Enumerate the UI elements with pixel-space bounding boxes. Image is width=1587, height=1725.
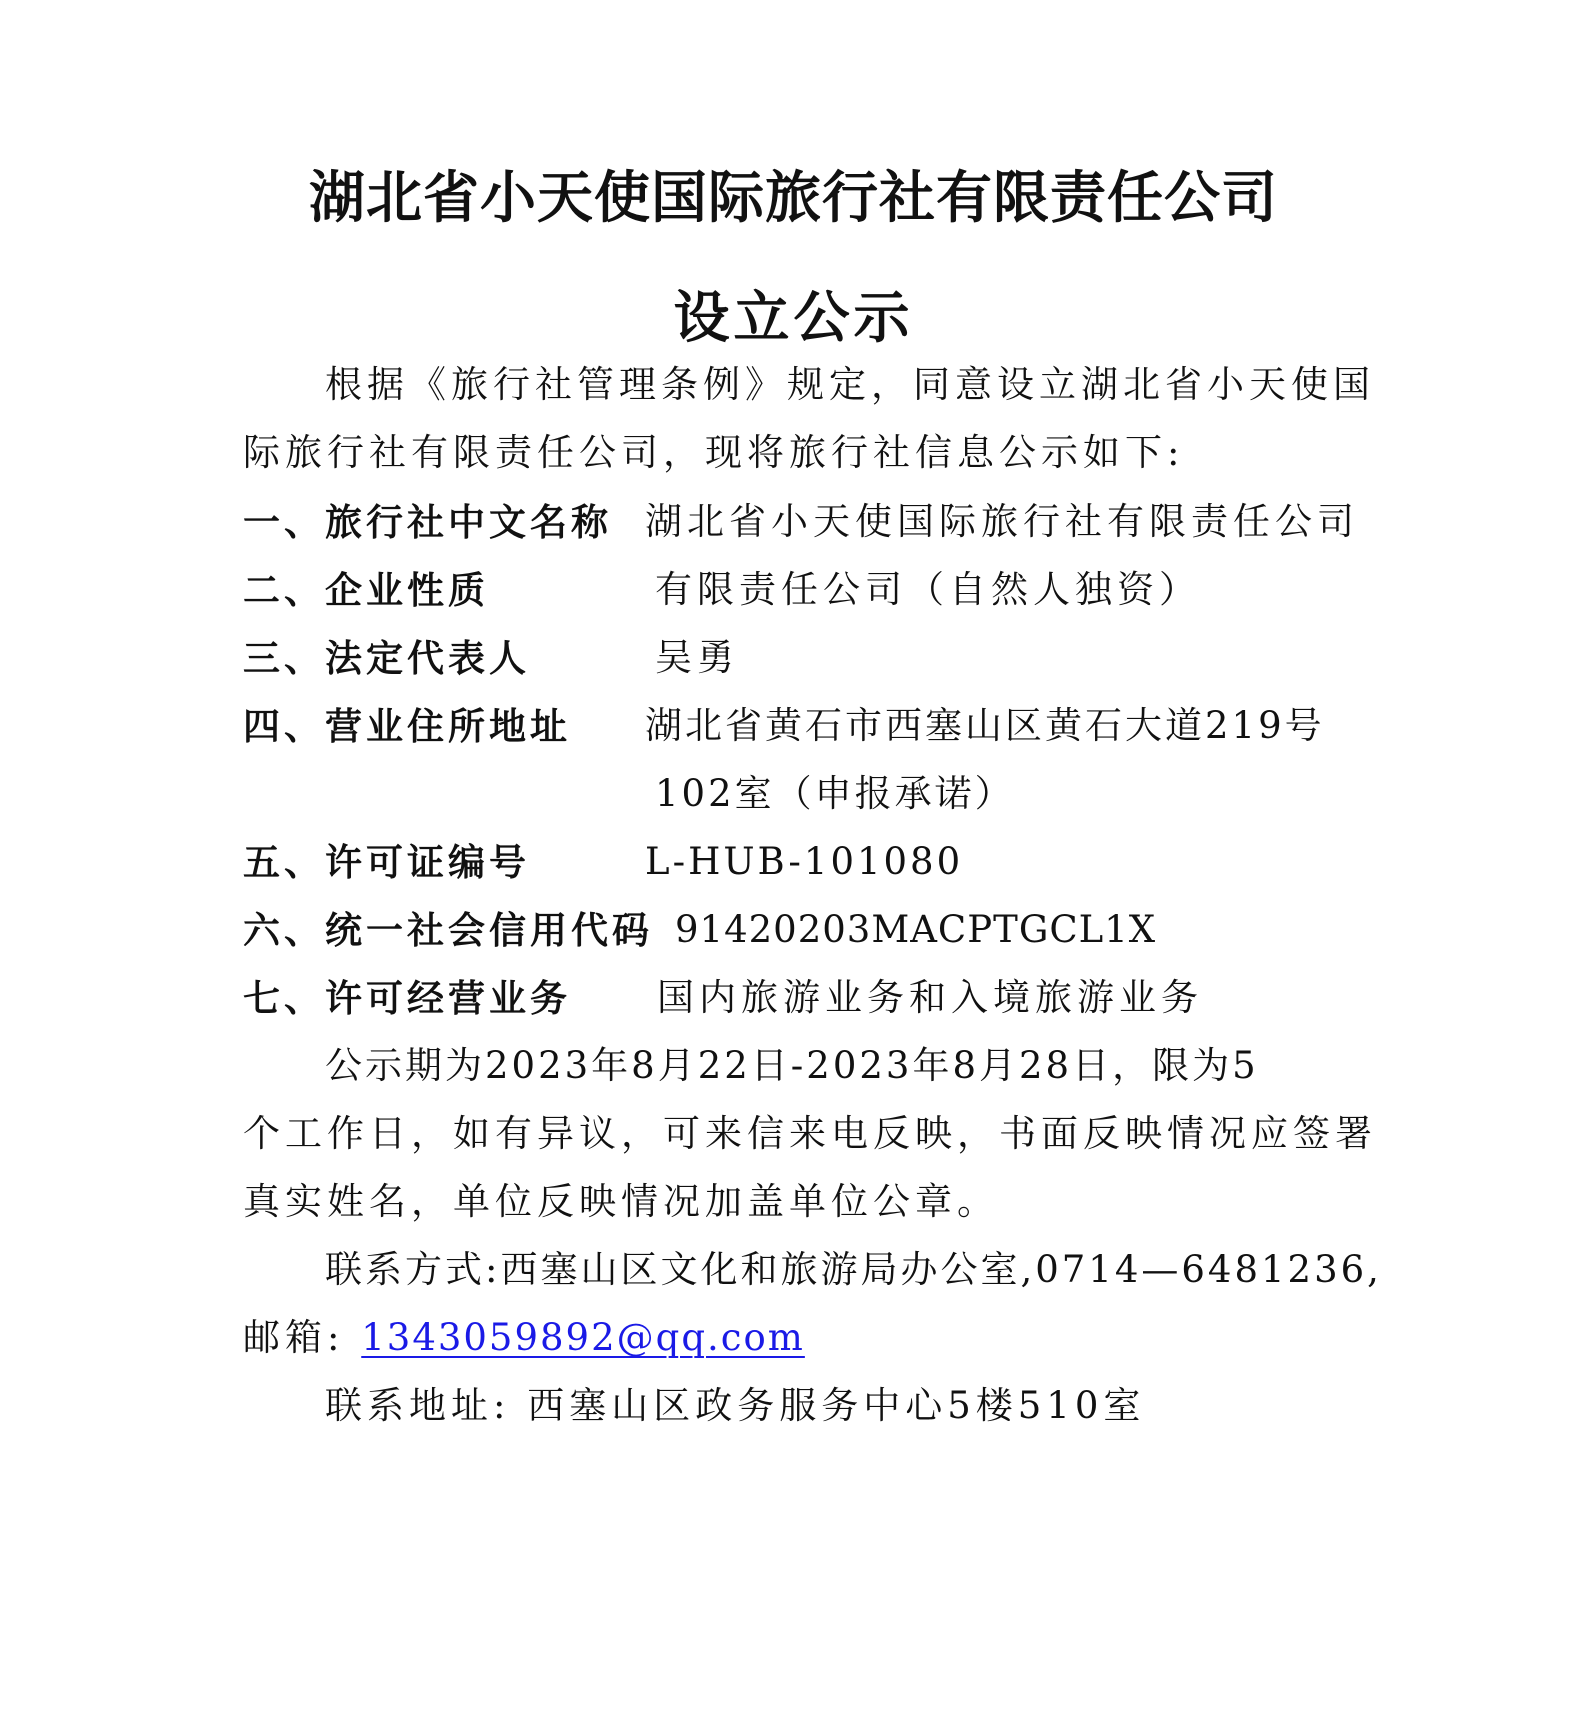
field-value-licensed-business: 国内旅游业务和入境旅游业务	[657, 976, 1203, 1019]
field-value-legal-representative: 吴勇	[655, 636, 739, 679]
field-value-chinese-name: 湖北省小天使国际旅行社有限责任公司	[645, 500, 1359, 543]
document-title: 湖北省小天使国际旅行社有限责任公司	[309, 165, 1278, 231]
notice-paragraph-line-2: 个工作日，如有异议，可来信来电反映，书面反映情况应签署	[243, 1112, 1377, 1155]
field-label-business-address: 四、营业住所地址	[243, 704, 571, 748]
notice-paragraph-line-1: 公示期为2023年8月22日-2023年8月28日，限为5	[325, 1044, 1259, 1087]
field-label-licensed-business: 七、许可经营业务	[243, 976, 571, 1020]
field-label-license-number: 五、许可证编号	[243, 840, 530, 884]
intro-paragraph-line-1: 根据《旅行社管理条例》规定，同意设立湖北省小天使国	[325, 363, 1375, 406]
document-subtitle: 设立公示	[673, 285, 914, 351]
field-label-legal-representative: 三、法定代表人	[243, 636, 530, 680]
field-value-business-address: 湖北省黄石市西塞山区黄石大道219号	[645, 704, 1325, 747]
field-label-chinese-name: 一、旅行社中文名称	[243, 500, 612, 544]
email-label: 邮箱:	[243, 1316, 345, 1359]
intro-paragraph-line-2: 际旅行社有限责任公司，现将旅行社信息公示如下:	[243, 431, 1185, 474]
field-label-enterprise-type: 二、企业性质	[243, 568, 489, 612]
notice-paragraph-line-3: 真实姓名，单位反映情况加盖单位公章。	[243, 1180, 999, 1223]
field-value-credit-code: 91420203MACPTGCL1X	[675, 908, 1157, 951]
field-value-license-number: L-HUB-101080	[645, 840, 964, 883]
field-label-credit-code: 六、统一社会信用代码	[243, 908, 653, 952]
field-value-enterprise-type: 有限责任公司（自然人独资）	[655, 568, 1201, 611]
email-link[interactable]: 1343059892@qq.com	[361, 1316, 805, 1359]
email-row	[243, 1313, 805, 1363]
contact-address-line: 联系地址: 西塞山区政务服务中心5楼510室	[325, 1384, 1146, 1427]
contact-line: 联系方式:西塞山区文化和旅游局办公室,0714—6481236,	[325, 1248, 1382, 1291]
field-value-business-address-line-2: 102室（申报承诺）	[655, 772, 1015, 815]
